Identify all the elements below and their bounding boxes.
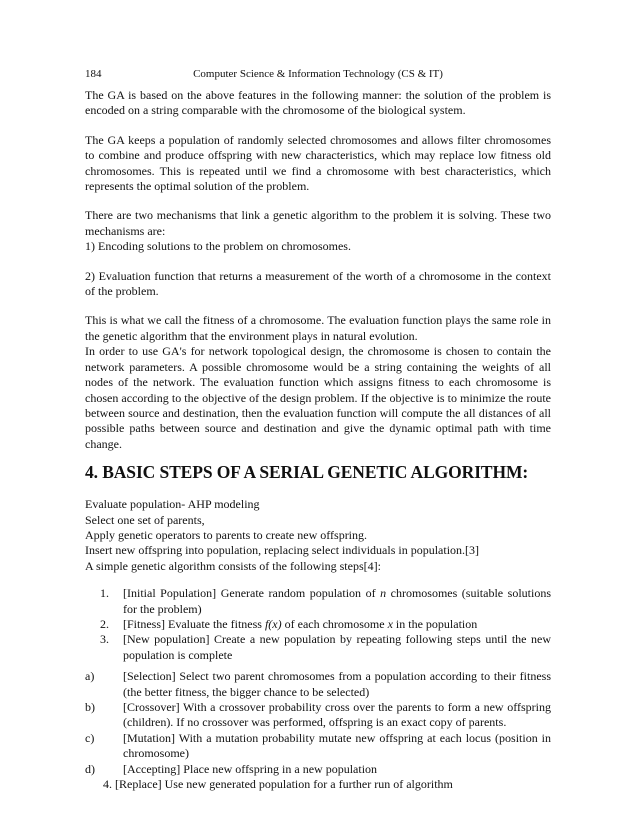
steps-intro-line: A simple genetic algorithm consists of the following steps[4]: [85,558,381,573]
list-item: 3. [New population] Create a new population by repeating following steps until the new population is complete [85,632,551,663]
running-title: Computer Science & Information Technology (CS & IT) [193,68,443,80]
list-marker: c) [85,730,95,745]
paragraph-mechanism-2: 2) Evaluation function that returns a measurement of the worth of a chromosome in the context of the problem. [85,268,551,299]
list-item: a) [Selection] Select two parent chromosomes from a population according to their fitness (the better fitness, the bigger chance to be selected) [85,669,551,699]
running-header [85,66,551,82]
steps-intro-line: Evaluate population- AHP modeling [85,497,260,512]
paragraph-network-design: In order to use GA's for network topological design, the chromosome is chosen to contain the network parameters. A possible chromosome would be a string containing the weights of all nodes of the network. The evaluation function which assigns fitness to each chromosome is chosen according to the objective of the design problem. If the objective is to minimize the route between source and destination, then the evaluation function will compute the all distances of all possible paths between source and destination and give the dynamic optimal path with time change. [85,344,551,451]
lettered-steps-list [85,669,551,777]
list-item: d) [Accepting] Place new offspring in a new population [85,761,378,776]
steps-intro-line: Select one set of parents, [85,512,205,527]
list-marker: 3. [100,632,109,647]
list-marker: a) [85,669,95,684]
page-number: 184 [85,68,102,80]
paragraph-ga-population: The GA keeps a population of randomly selected chromosomes and allows filter chromosomes to combine and produce offspring with new characteristics, which may replace low fitness old chromosomes. This is repeated until we find a chromosome with best characteristics, which represents the optimal solution of the problem. [85,132,551,194]
list-item: 1. [Initial Population] Generate random population of n chromosomes (suitable solutions for the problem) [85,586,551,617]
list-item: 2. [Fitness] Evaluate the fitness f(x) of each chromosome x in the population [85,617,551,632]
list-marker: b) [85,700,95,714]
list-item: b) [Crossover] With a crossover probability cross over the parents to form a new offspring (children). If no crossover was performed, offspring is an exact copy of parents. [85,700,551,730]
list-marker: d) [85,761,95,776]
section-heading: 4. BASIC STEPS OF A SERIAL GENETIC ALGORITHM: [85,462,529,483]
list-marker: 2. [100,616,109,631]
paragraph-mechanisms: There are two mechanisms that link a genetic algorithm to the problem it is solving. These two mechanisms are: [85,208,551,238]
final-step: 4. [Replace] Use new generated population for a further run of algorithm [103,777,453,792]
numbered-steps-list [85,586,551,663]
paragraph-fitness: This is what we call the fitness of a chromosome. The evaluation function plays the same role in the genetic algorithm that the environment plays in natural evolution. [85,313,551,343]
list-marker: 1. [100,586,109,601]
page [85,66,551,792]
steps-intro-line: Apply genetic operators to parents to create new offspring. [85,527,368,542]
list-item: c) [Mutation] With a mutation probability mutate new offspring at each locus (position in chromosome) [85,730,551,761]
paragraph-ga-encoding: The GA is based on the above features in the following manner: the solution of the problem is encoded on a string comparable with the chromosome of the biological system. [85,88,551,118]
paragraph-mechanism-1: 1) Encoding solutions to the problem on chromosomes. [85,239,351,254]
steps-intro-line: Insert new offspring into population, replacing select individuals in population.[3] [85,543,480,558]
